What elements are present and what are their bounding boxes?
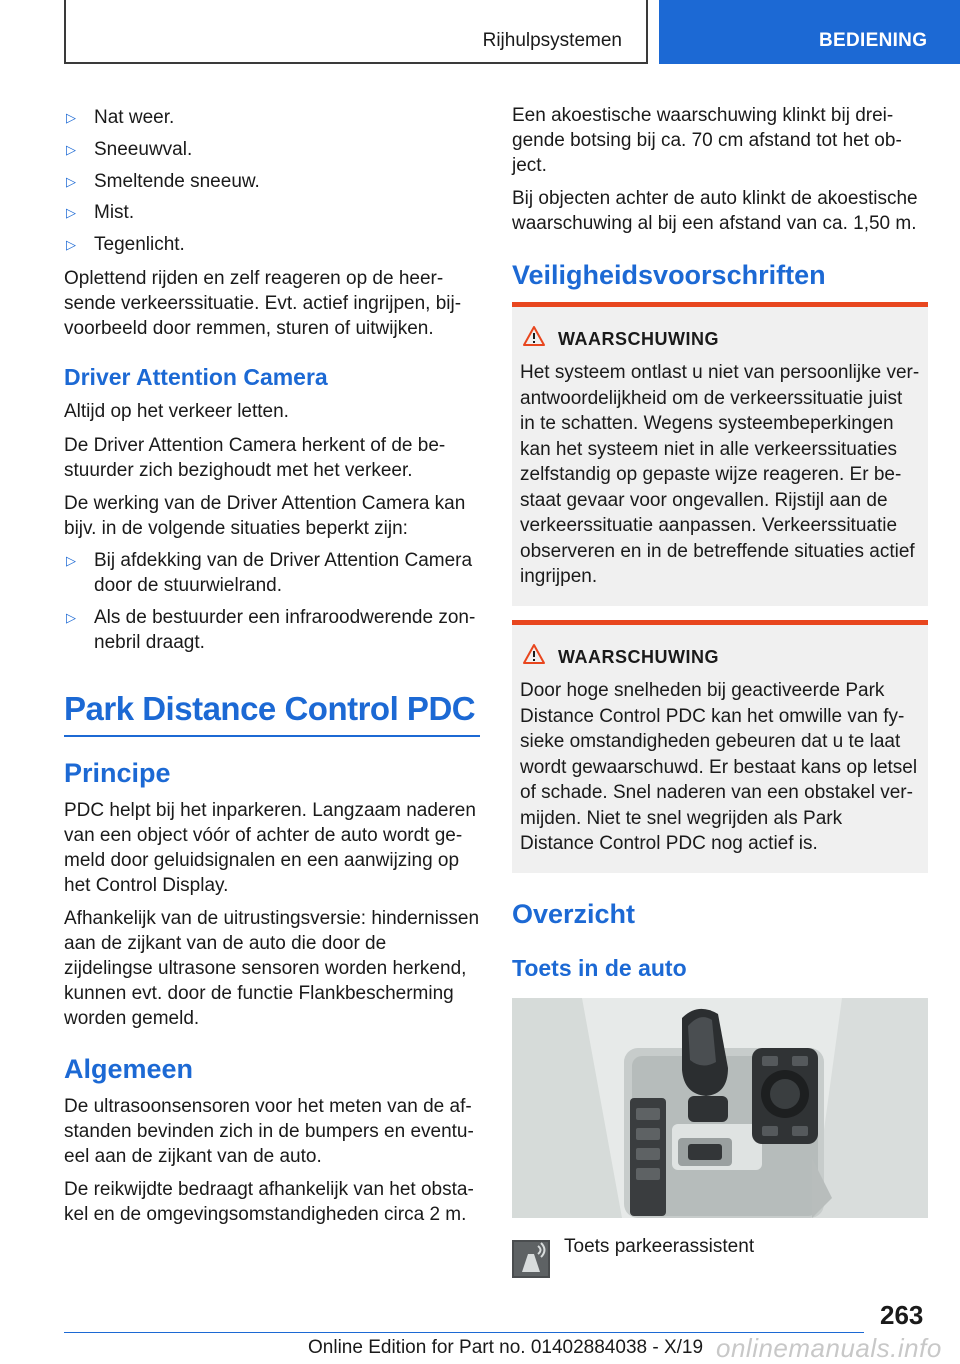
body-paragraph: De ultrasoonsensoren voor het meten van de afstanden bevinden zich in de bumpers en eventueel aan de zijkant van de auto.	[64, 1096, 474, 1167]
section-heading-driver-attention: Driver Attention Camera	[64, 364, 328, 390]
list-item-text: Sneeuwval.	[94, 139, 193, 160]
warning-text: Het systeem ontlast u niet van persoonlijke verantwoordelijkheid om de verkeerssituatie juist in te schatten. Wegens systeembeperkingen kan het systeem niet in alle verkeerssituaties zelfstandig op gepaste wijze reageren. Er bestaat gevaar voor ongevallen. Rijstijl aan de verkeerssituatie aanpassen. Verkeerssituatie observeren en in de betreffende situaties actief ingrijpen.	[520, 362, 920, 587]
body-paragraph: De werking van de Driver Attention Camera kan bijv. in de volgende situaties beperkt zijn:	[64, 493, 466, 539]
bullet-triangle-icon: ▷	[66, 142, 76, 157]
bullet-triangle-icon: ▷	[66, 174, 76, 189]
body-paragraph: Altijd op het verkeer letten.	[64, 401, 289, 422]
section-heading-overzicht: Overzicht	[512, 899, 636, 929]
body-paragraph: Een akoestische waarschuwing klinkt bij dreigende botsing bij ca. 70 cm afstand tot het object.	[512, 105, 902, 176]
body-paragraph: Afhankelijk van de uitrustingsversie: hindernissen aan de zijkant van de auto die door de zijdelingse ultrasone sensoren worden herkend, kunnen evt. door de functie Flankbescherming worden gemeld.	[64, 908, 480, 1029]
warning-title	[558, 647, 920, 668]
warning-box	[512, 620, 928, 873]
bullet-triangle-icon: ▷	[66, 205, 76, 220]
warning-title-text: WAARSCHUWING	[558, 647, 719, 667]
title-underline	[64, 735, 480, 737]
body-paragraph: Bij objecten achter de auto klinkt de akoestische waarschuwing al bij een afstand van ca. 1,50 m.	[512, 188, 918, 234]
center-console-photo	[512, 998, 928, 1218]
running-header	[64, 0, 648, 64]
list-item-text: Smeltende sneeuw.	[94, 171, 260, 192]
list-item	[64, 105, 480, 130]
bullet-triangle-icon: ▷	[66, 237, 76, 252]
section-heading-algemeen: Algemeen	[64, 1054, 194, 1084]
center-console-illustration	[512, 998, 928, 1218]
subsection-heading-toets: Toets in de auto	[512, 955, 687, 981]
list-item	[64, 137, 480, 162]
list-item	[64, 200, 480, 225]
list-item-text: Als de bestuurder een infraroodwerende zonnebril draagt.	[94, 607, 476, 653]
list-item	[64, 548, 480, 598]
header-section-title: Rijhulpsystemen	[482, 30, 622, 51]
warning-title	[558, 329, 920, 350]
list-item	[64, 605, 480, 655]
list-item	[64, 169, 480, 194]
warning-title-text: WAARSCHUWING	[558, 329, 719, 349]
bullet-triangle-icon: ▷	[66, 610, 76, 625]
chapter-title-pdc: Park Distance Control PDC	[64, 690, 476, 727]
body-paragraph: De Driver Attention Camera herkent of de bestuurder zich bezighoudt met het verkeer.	[64, 435, 446, 481]
list-item	[64, 232, 480, 257]
park-assist-button-icon	[512, 1240, 550, 1278]
warning-text: Door hoge snelheden bij geactiveerde Park Distance Control PDC kan het omwille van fysieke omstandigheden gebeuren dat u te laat wordt gewaarschuwd. Er bestaat kans op letsel of schade. Snel naderen van een obstakel vermijden. Niet te snel wegrijden als Park Distance Control PDC nog actief is.	[520, 680, 918, 854]
page-number: 263	[880, 1300, 924, 1330]
list-item-text: Tegenlicht.	[94, 234, 185, 255]
footer-edition-text: Online Edition for Part no. 01402884038 - X/19	[308, 1337, 704, 1358]
bullet-triangle-icon: ▷	[66, 110, 76, 125]
button-legend-row	[512, 1236, 928, 1276]
body-paragraph: Oplettend rijden en zelf reageren op de heersende verkeerssituatie. Evt. actief ingrijpen, bijvoorbeeld door remmen, sturen of uitwijken.	[64, 268, 462, 339]
list-item-text: Nat weer.	[94, 107, 175, 128]
watermark: onlinemanuals.info	[716, 1333, 942, 1363]
list-item-text: Bij afdekking van de Driver Attention Camera door de stuurwielrand.	[94, 550, 473, 596]
button-legend-text: Toets parkeerassistent	[564, 1236, 755, 1257]
body-paragraph: PDC helpt bij het inparkeren. Langzaam naderen van een object vóór of achter de auto wordt gemeld door geluidsignalen en een aanwijzing op het Control Display.	[64, 800, 476, 896]
list-item-text: Mist.	[94, 202, 135, 223]
warning-triangle-icon	[522, 643, 546, 665]
warning-box	[512, 302, 928, 606]
body-paragraph: De reikwijdte bedraagt afhankelijk van het obstakel en de omgevingsomstandigheden circa 2 m.	[64, 1179, 474, 1225]
warning-triangle-icon	[522, 325, 546, 347]
section-heading-principe: Principe	[64, 758, 171, 788]
section-heading-veiligheid: Veiligheidsvoorschriften	[512, 260, 826, 290]
bullet-triangle-icon: ▷	[66, 553, 76, 568]
header-chapter-tab: BEDIENING	[659, 0, 960, 64]
